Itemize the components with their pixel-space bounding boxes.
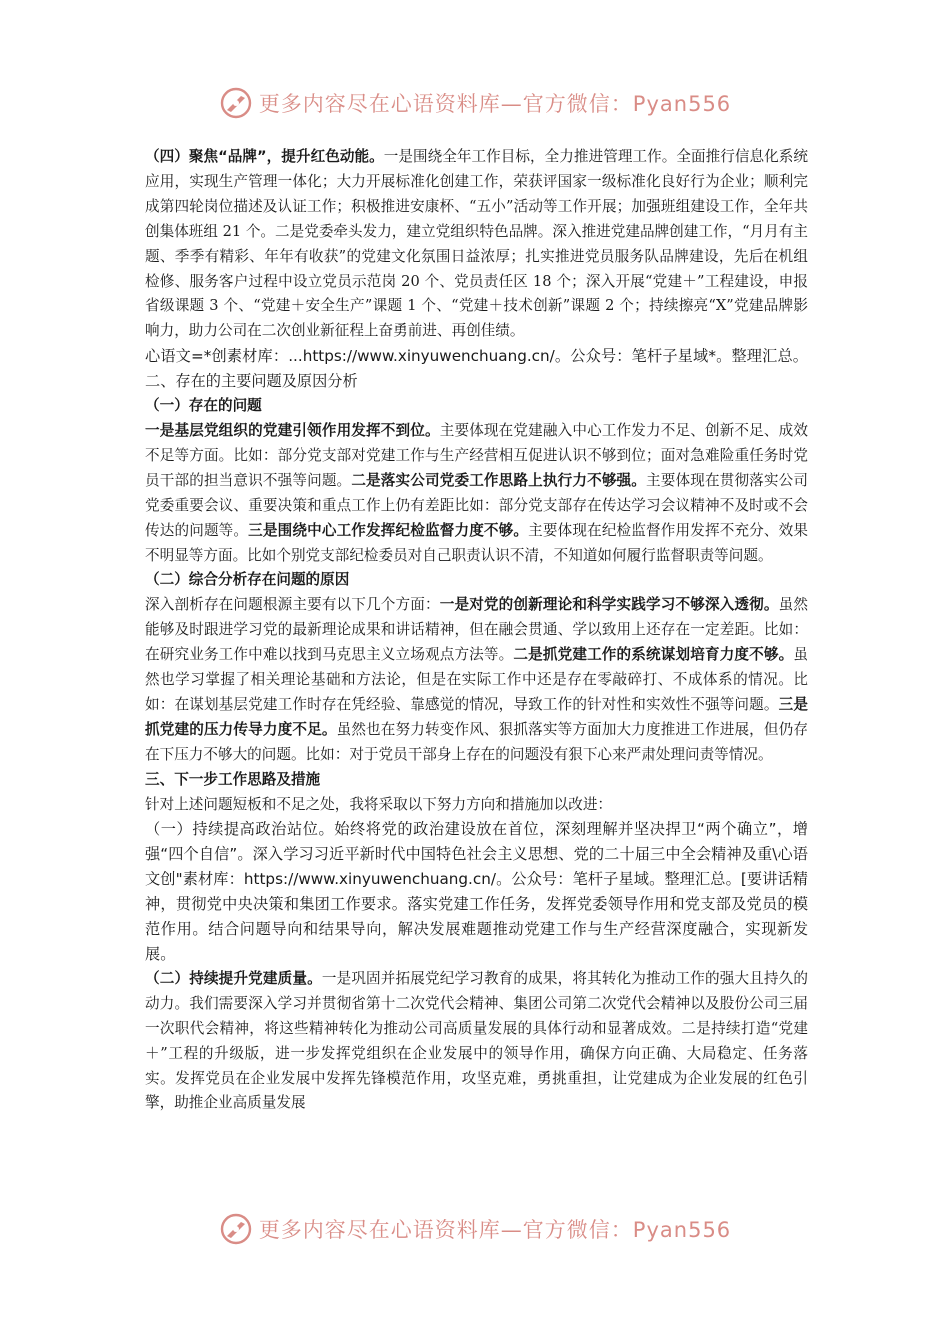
section-heading-problems: （一）存在的问题 (145, 397, 262, 415)
document-body (145, 145, 808, 1116)
paragraph-text: 一是围绕全年工作目标，全力推进管理工作。全面推行信息化系统应用，实现生产管理一体化；大力开展标准化创建工作，荣获评国家一级标准化良好行为企业；顺利完成第四轮岗位描述及认证工作；积极推进安康杯、“五小”活动等工作开展；加强班组建设工作，全年共创集体班组 21 个。二是党委牵头发力，建立党组织特色品牌。深入推进党建品牌创建工作，“月月有主题、季季有精彩、年年有收获”的党建文化氛围日益浓厚；扎实推进党员服务队品牌建设，先后在机组检修、服务客户过程中设立党员示范岗 20 个、党员责任区 18 个；深入开展“党建＋”工程建设，申报省级课题 3 个、“党建＋安全生产”课题 1 个、“党建＋技术创新”课题 2 个；持续擦亮“X”党建品牌影响力，助力公司在二次创业新征程上奋勇前进、再创佳绩。 (145, 148, 808, 340)
watermark-footer (0, 1212, 950, 1246)
bold-point: 一是对党的创新理论和科学实践学习不够深入透彻。 (439, 596, 779, 614)
bold-point: 二是抓党建工作的系统谋划培育力度不够。 (513, 646, 794, 664)
brush-logo-icon (219, 1212, 253, 1246)
watermark-text: 更多内容尽在心语资料库—官方微信：Pyan556 (258, 1218, 732, 1242)
bold-point: 三是抓党建的压力传导力度不足。 (145, 695, 808, 738)
paragraph-brand (145, 145, 808, 344)
bold-point: 三是围绕中心工作发挥纪检监督力度不够。 (248, 521, 529, 539)
paragraph-text: 虽然也学习掌握了相关理论基础和方法论，但是在实际工作中还是存在零敲碎打、不成体系的情况。比如：在谋划基层党建工作时存在凭经验、靠感觉的情况，导致工作的针对性和实效性不强等问题。 (145, 646, 808, 713)
paragraph-text: 主要体现在贯彻落实公司党委重要会议、重要决策和重点工作上仍有差距比如：部分党支部存在传达学习会议精神不及时或不会传达的问题等。 (145, 471, 808, 539)
watermark-header (0, 86, 950, 120)
paragraph-text: 虽然能够及时跟进学习党的最新理论成果和讲话精神，但在融会贯通、学以致用上还存在一定差距。比如：在研究业务工作中难以找到马克思主义立场观点方法等。 (145, 596, 808, 664)
paragraph-intro: 针对上述问题短板和不足之处，我将采取以下努力方向和措施加以改进： (145, 795, 613, 813)
paragraph-lead: （四）聚焦“品牌”，提升红色动能。 (145, 148, 384, 165)
paragraph-text: 主要体现在纪检监督作用发挥不充分、效果不明显等方面。比如个别党支部纪检委员对自己职责认识不清，不知道如何履行监督职责等问题。 (145, 521, 808, 564)
paragraph-text: 主要体现在党建融入中心工作发力不足、创新不足、成效不足等方面。比如：部分党支部对党建工作与生产经营相互促进认识不够到位；面对急难险重任务时党员干部的担当意识不强等问题。 (145, 421, 808, 489)
paragraph-text: 深入剖析存在问题根源主要有以下几个方面： (145, 596, 440, 614)
paragraph-text: 一是巩固并拓展党纪学习教育的成果，将其转化为推动工作的强大且持久的动力。我们需要深入学习并贯彻省第十二次党代会精神、集团公司第二次党代会精神以及股份公司三届一次职代会精神，将这些精神转化为推动公司高质量发展的具体行动和显著成效。二是持续打造“党建＋”工程的升级版，进一步发挥党组织在企业发展中的领导作用，确保方向正确、大局稳定、任务落实。发挥党员在企业发展中发挥先锋模范作用，攻坚克难，勇挑重担，让党建成为企业发展的红色引擎，助推企业高质量发展 (145, 969, 808, 1112)
bold-point: 一是基层党组织的党建引领作用发挥不到位。 (145, 421, 440, 439)
watermark-text: 更多内容尽在心语资料库—官方微信：Pyan556 (258, 92, 732, 116)
section-heading-causes: （二）综合分析存在问题的原因 (145, 571, 350, 589)
paragraph-text: 虽然也在努力转变作风、狠抓落实等方面加大力度推进工作进展，但仍存在下压力不够大的问题。比如：对于党员干部身上存在的问题没有狠下心来严肃处理问责等情况。 (145, 720, 808, 763)
paragraph-causes (145, 593, 808, 767)
brush-logo-icon (219, 86, 253, 120)
paragraph-problems (145, 419, 808, 568)
paragraph-party-quality (145, 967, 808, 1116)
source-note-paragraph: 心语文=*创素材库：...https://www.xinyuwenchuang.cn/。公众号：笔杆子星域*。整理汇总。二、存在的主要问题及原因分析 (145, 347, 808, 391)
section-heading-next-steps: 三、下一步工作思路及措施 (145, 770, 321, 788)
paragraph-political-standing: （一）持续提高政治站位。始终将党的政治建设放在首位，深刻理解并坚决捍卫“两个确立”，增强“四个自信”。深入学习习近平新时代中国特色社会主义思想、党的二十届三中全会精神及重\心语文创"素材库：https://www.xinyuwenchuang.cn/。公众号：笔杆子星域。整理汇总。[要讲话精神，贯彻党中央决策和集团工作要求。落实党建工作任务，发挥党委领导作用和党支部及党员的模范作用。结合问题导向和结果导向，解决发展难题推动党建工作与生产经营深度融合，实现新发展。 (145, 820, 808, 963)
paragraph-lead: （二）持续提升党建质量。 (145, 969, 322, 987)
bold-point: 二是落实公司党委工作思路上执行力不够强。 (351, 471, 647, 489)
